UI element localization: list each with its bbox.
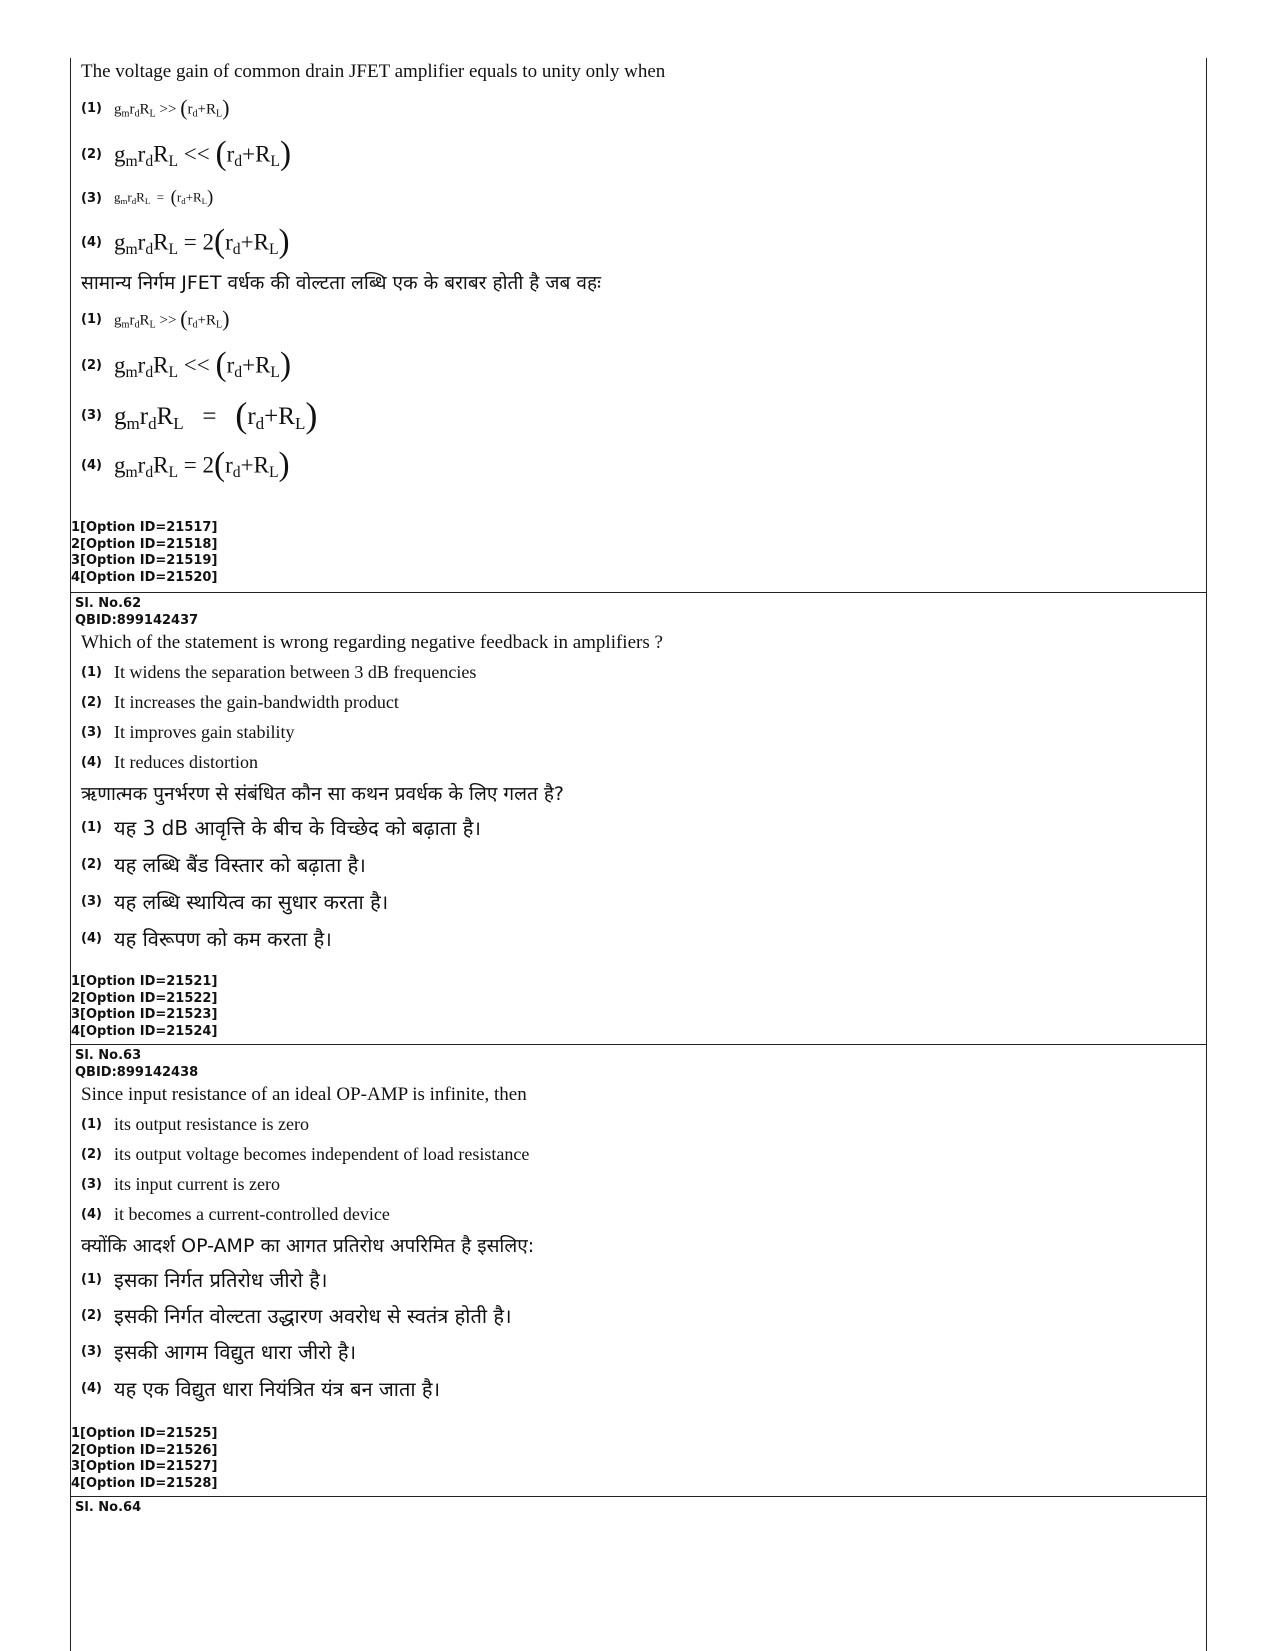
option-text: It widens the separation between 3 dB frequencies xyxy=(114,661,477,682)
option-number: (3) xyxy=(81,1343,102,1359)
option-number: (4) xyxy=(81,931,102,946)
q61-hi-option-2 xyxy=(81,340,1206,390)
qbid: QBID:899142438 xyxy=(75,1064,199,1080)
option-text: यह लब्धि बैंड विस्तार को बढ़ाता है। xyxy=(114,853,366,877)
option-text: it becomes a current-controlled device xyxy=(114,1203,390,1224)
option-id-list xyxy=(71,520,217,586)
question-page xyxy=(70,58,1207,1651)
option-id: 1[Option ID=21525] xyxy=(71,1426,218,1441)
q62-en-option-2 xyxy=(81,687,1206,717)
option-id: 4[Option ID=21520] xyxy=(71,569,218,585)
option-text: It improves gain stability xyxy=(114,721,295,742)
option-id: 4[Option ID=21524] xyxy=(71,1023,218,1039)
option-id-list xyxy=(71,1426,217,1492)
question-61-hindi: सामान्य निर्गम JFET वर्धक की वोल्टता लब्धि एक के बराबर होती है जब वहः xyxy=(81,272,601,294)
option-number: (3) xyxy=(81,190,102,206)
q62-hi-option-1 xyxy=(81,809,1206,846)
formula: $g_mr_dR_L = (r_d+R_L)$ xyxy=(114,187,214,208)
formula: $g_mr_dR_L >> (r_d+R_L)$ xyxy=(114,306,230,331)
option-number: (4) xyxy=(81,457,102,473)
option-text: यह विरूपण को कम करता है। xyxy=(114,927,332,951)
option-text: इसकी निर्गत वोल्टता उद्धारण अवरोध से स्वतंत्र होती है। xyxy=(114,1303,512,1328)
option-id-list xyxy=(71,974,217,1040)
q61-en-option-1 xyxy=(81,86,1206,130)
q63-en-option-3 xyxy=(81,1169,1206,1199)
question-63-hindi: क्योंकि आदर्श OP-AMP का आगत प्रतिरोध अपरिमित है इसलिए: xyxy=(81,1235,535,1257)
q62-hi-option-3 xyxy=(81,883,1206,920)
option-number: (4) xyxy=(81,1380,102,1396)
option-id: 3[Option ID=21519] xyxy=(71,553,218,568)
option-id: 3[Option ID=21527] xyxy=(71,1459,218,1474)
option-id: 3[Option ID=21523] xyxy=(71,1007,218,1022)
q63-en-option-1 xyxy=(81,1109,1206,1139)
option-text: its output resistance is zero xyxy=(114,1113,309,1134)
serial-number: Sl. No.64 xyxy=(75,1500,142,1515)
option-number: (3) xyxy=(81,724,102,740)
option-number: (1) xyxy=(81,820,102,835)
formula: $g_mr_dR_L >> (r_d+R_L)$ xyxy=(114,95,230,120)
option-id: 2[Option ID=21526] xyxy=(71,1442,218,1458)
option-number: (1) xyxy=(81,664,102,680)
option-id: 2[Option ID=21518] xyxy=(71,536,218,552)
option-number: (4) xyxy=(81,1206,102,1222)
q63-en-option-2 xyxy=(81,1139,1206,1169)
q62-en-option-3 xyxy=(81,717,1206,747)
option-number: (4) xyxy=(81,754,102,770)
q61-en-option-3 xyxy=(81,178,1206,218)
question-63-english: Since input resistance of an ideal OP-AMP is infinite, then xyxy=(81,1084,527,1105)
q61-hi-option-3 xyxy=(81,390,1206,440)
option-number: (1) xyxy=(81,1116,102,1132)
option-number: (1) xyxy=(81,1271,102,1287)
option-text: its input current is zero xyxy=(114,1173,280,1194)
formula: $g_mr_dR_L$ = $(r_d+R_L)$ xyxy=(114,395,318,435)
question-62 xyxy=(71,596,1206,1045)
option-text: It increases the gain-bandwidth product xyxy=(114,691,399,712)
q63-hi-option-3 xyxy=(81,1333,1206,1369)
question-62-english: Which of the statement is wrong regarding negative feedback in amplifiers ? xyxy=(81,632,663,653)
option-number: (2) xyxy=(81,146,102,162)
option-text: यह 3 dB आवृत्ति के बीच के विच्छेद को बढ़ाता है। xyxy=(114,816,481,840)
question-62-hindi: ऋणात्मक पुनर्भरण से संबंधित कौन सा कथन प्रवर्धक के लिए गलत है? xyxy=(81,783,565,805)
option-number: (2) xyxy=(81,1146,102,1162)
q63-hi-option-1 xyxy=(81,1261,1206,1297)
option-number: (4) xyxy=(81,234,102,250)
option-number: (2) xyxy=(81,1307,102,1323)
option-id: 2[Option ID=21522] xyxy=(71,990,218,1006)
question-63 xyxy=(71,1048,1206,1497)
option-text: its output voltage becomes independent of load resistance xyxy=(114,1143,530,1164)
question-61 xyxy=(71,58,1206,593)
option-id: 1[Option ID=21521] xyxy=(71,974,218,989)
q62-hi-option-2 xyxy=(81,846,1206,883)
formula: $g_mr_dR_L = 2(r_d+R_L)$ xyxy=(114,223,290,260)
option-id: 1[Option ID=21517] xyxy=(71,520,218,535)
formula: $g_mr_dR_L << (r_d+R_L)$ xyxy=(114,346,292,383)
q63-hi-option-2 xyxy=(81,1297,1206,1333)
option-text: इसका निर्गत प्रतिरोध जीरो है। xyxy=(114,1267,328,1292)
option-number: (2) xyxy=(81,857,102,872)
q63-en-option-4 xyxy=(81,1199,1206,1229)
option-text: इसकी आगम विद्युत धारा जीरो है। xyxy=(114,1339,357,1364)
option-text: यह लब्धि स्थायित्व का सुधार करता है। xyxy=(114,890,389,914)
option-number: (1) xyxy=(81,100,102,116)
option-number: (2) xyxy=(81,357,102,373)
q61-en-option-4 xyxy=(81,218,1206,266)
option-number: (3) xyxy=(81,407,102,423)
formula: $g_mr_dR_L << (r_d+R_L)$ xyxy=(114,135,292,172)
option-number: (1) xyxy=(81,311,102,327)
option-text: It reduces distortion xyxy=(114,751,258,772)
q63-hi-option-4 xyxy=(81,1369,1206,1407)
q62-en-option-4 xyxy=(81,747,1206,777)
serial-number: Sl. No.63 xyxy=(75,1048,142,1063)
q62-en-option-1 xyxy=(81,657,1206,687)
question-64 xyxy=(71,1500,1206,1521)
option-number: (2) xyxy=(81,694,102,710)
option-id: 4[Option ID=21528] xyxy=(71,1475,218,1491)
option-number: (3) xyxy=(81,1176,102,1192)
option-text: यह एक विद्युत धारा नियंत्रित यंत्र बन जाता है। xyxy=(114,1376,441,1401)
question-61-english: The voltage gain of common drain JFET amplifier equals to unity only when xyxy=(81,61,666,82)
q61-hi-option-1 xyxy=(81,298,1206,340)
serial-number: Sl. No.62 xyxy=(75,596,142,611)
qbid: QBID:899142437 xyxy=(75,612,199,628)
formula: $g_mr_dR_L = 2(r_d+R_L)$ xyxy=(114,446,290,483)
q62-hi-option-4 xyxy=(81,920,1206,957)
q61-en-option-2 xyxy=(81,130,1206,178)
option-number: (3) xyxy=(81,894,102,909)
q61-hi-option-4 xyxy=(81,440,1206,490)
